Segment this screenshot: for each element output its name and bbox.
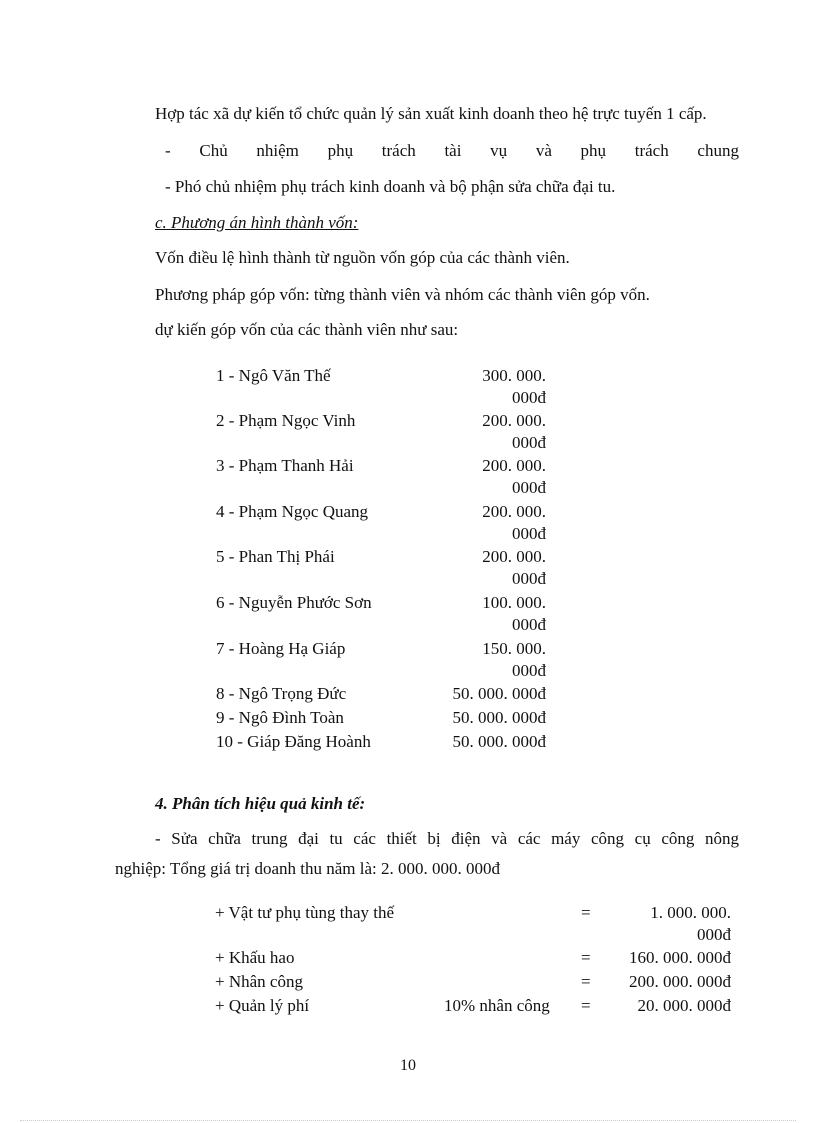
member-amount-part-1: 50. 000. 000đ: [452, 708, 546, 727]
member-amount: [453, 731, 547, 753]
intro-line-2-word: trách: [634, 141, 669, 160]
intro-line-2-word: nhiệm: [256, 141, 299, 160]
intro-line-2-word: trách: [381, 141, 416, 160]
member-amount: [482, 501, 546, 545]
cost-equals: =: [581, 996, 591, 1015]
page-border: [20, 1120, 796, 1121]
cost-amount: [638, 995, 732, 1017]
section-4-paragraph-1: - Sửa chữa trung đại tu các thiết bị điện và các máy công cụ công nông: [155, 829, 739, 848]
cost-equals: =: [581, 948, 591, 967]
member-name: 7 - Hoàng Hạ Giáp: [216, 639, 346, 658]
cost-amount: [629, 947, 731, 969]
cost-equals: =: [581, 903, 591, 922]
intro-line-2-word: tài: [444, 141, 462, 160]
member-name: 2 - Phạm Ngọc Vinh: [216, 411, 356, 430]
section-4-heading: 4. Phân tích hiệu quả kinh tế:: [155, 794, 366, 813]
section-c-paragraph-2: Phương pháp góp vốn: từng thành viên và nhóm các thành viên góp vốn.: [155, 285, 650, 304]
intro-line-1: Hợp tác xã dự kiến tổ chức quản lý sản xuất kinh doanh theo hệ trực tuyến 1 cấp.: [155, 104, 707, 123]
cost-label: + Quản lý phí: [215, 996, 310, 1015]
member-name: 9 - Ngô Đình Toàn: [216, 708, 344, 727]
intro-line-2-word: Chủ: [199, 141, 228, 160]
intro-line-2-word: phụ: [580, 141, 607, 160]
intro-line-3: - Phó chủ nhiệm phụ trách kinh doanh và bộ phận sửa chữa đại tu.: [165, 177, 616, 196]
member-amount-part-1: 200. 000.: [482, 456, 546, 475]
member-amount-part-1: 300. 000.: [482, 366, 546, 385]
section-c-paragraph-3: dự kiến góp vốn của các thành viên như sau:: [155, 320, 459, 339]
member-amount: [482, 638, 546, 682]
intro-line-2-word: chung: [697, 141, 739, 160]
member-amount-part-2: 000đ: [512, 661, 546, 680]
member-amount-part-1: 200. 000.: [482, 547, 546, 566]
intro-line-2: [165, 141, 739, 161]
member-amount-part-2: 000đ: [512, 615, 546, 634]
intro-line-2-word: -: [165, 141, 171, 160]
member-amount-part-2: 000đ: [512, 388, 546, 407]
member-amount: [482, 455, 546, 499]
cost-amount-part-1: 1. 000. 000.: [650, 903, 731, 922]
member-amount: [482, 546, 546, 590]
cost-label: + Khấu hao: [215, 948, 295, 967]
section-c-heading: c. Phương án hình thành vốn:: [155, 213, 359, 232]
member-name: 8 - Ngô Trọng Đức: [216, 684, 347, 703]
cost-amount-part-1: 160. 000. 000đ: [629, 948, 731, 967]
member-amount-part-1: 100. 000.: [482, 593, 546, 612]
member-name: 10 - Giáp Đăng Hoành: [216, 732, 371, 751]
cost-equals: =: [581, 972, 591, 991]
member-amount-part-1: 50. 000. 000đ: [452, 732, 546, 751]
member-name: 4 - Phạm Ngọc Quang: [216, 502, 369, 521]
intro-line-2-word: vụ: [490, 141, 508, 160]
cost-label: + Vật tư phụ tùng thay thế: [215, 903, 395, 922]
intro-line-2-word: phụ: [327, 141, 354, 160]
cost-label: + Nhân công: [215, 972, 303, 991]
member-name: 6 - Nguyễn Phước Sơn: [216, 593, 372, 612]
member-name: 5 - Phan Thị Phái: [216, 547, 335, 566]
member-amount: [482, 410, 546, 454]
member-amount-part-2: 000đ: [512, 524, 546, 543]
member-amount-part-1: 200. 000.: [482, 502, 546, 521]
member-amount-part-1: 150. 000.: [482, 639, 546, 658]
cost-amount-part-2: 000đ: [697, 925, 731, 944]
page-number: 10: [400, 1057, 416, 1074]
cost-note: 10% nhân công: [444, 996, 550, 1015]
cost-amount-part-1: 200. 000. 000đ: [629, 972, 731, 991]
section-c-paragraph-1: Vốn điều lệ hình thành từ nguồn vốn góp của các thành viên.: [155, 248, 570, 267]
member-amount-part-1: 200. 000.: [482, 411, 546, 430]
member-amount-part-2: 000đ: [512, 433, 546, 452]
cost-amount: [650, 902, 731, 946]
cost-amount-part-1: 20. 000. 000đ: [637, 996, 731, 1015]
member-name: 3 - Phạm Thanh Hải: [216, 456, 354, 475]
member-amount: [482, 592, 546, 636]
member-name: 1 - Ngô Văn Thế: [216, 366, 331, 385]
section-4-paragraph-2: nghiệp: Tổng giá trị doanh thu năm là: 2. 000. 000. 000đ: [115, 859, 500, 878]
member-amount: [482, 365, 546, 409]
member-amount: [453, 683, 547, 705]
member-amount-part-1: 50. 000. 000đ: [452, 684, 546, 703]
member-amount-part-2: 000đ: [512, 569, 546, 588]
intro-line-2-word: và: [535, 141, 552, 160]
member-amount-part-2: 000đ: [512, 478, 546, 497]
member-amount: [453, 707, 547, 729]
cost-amount: [629, 971, 731, 993]
